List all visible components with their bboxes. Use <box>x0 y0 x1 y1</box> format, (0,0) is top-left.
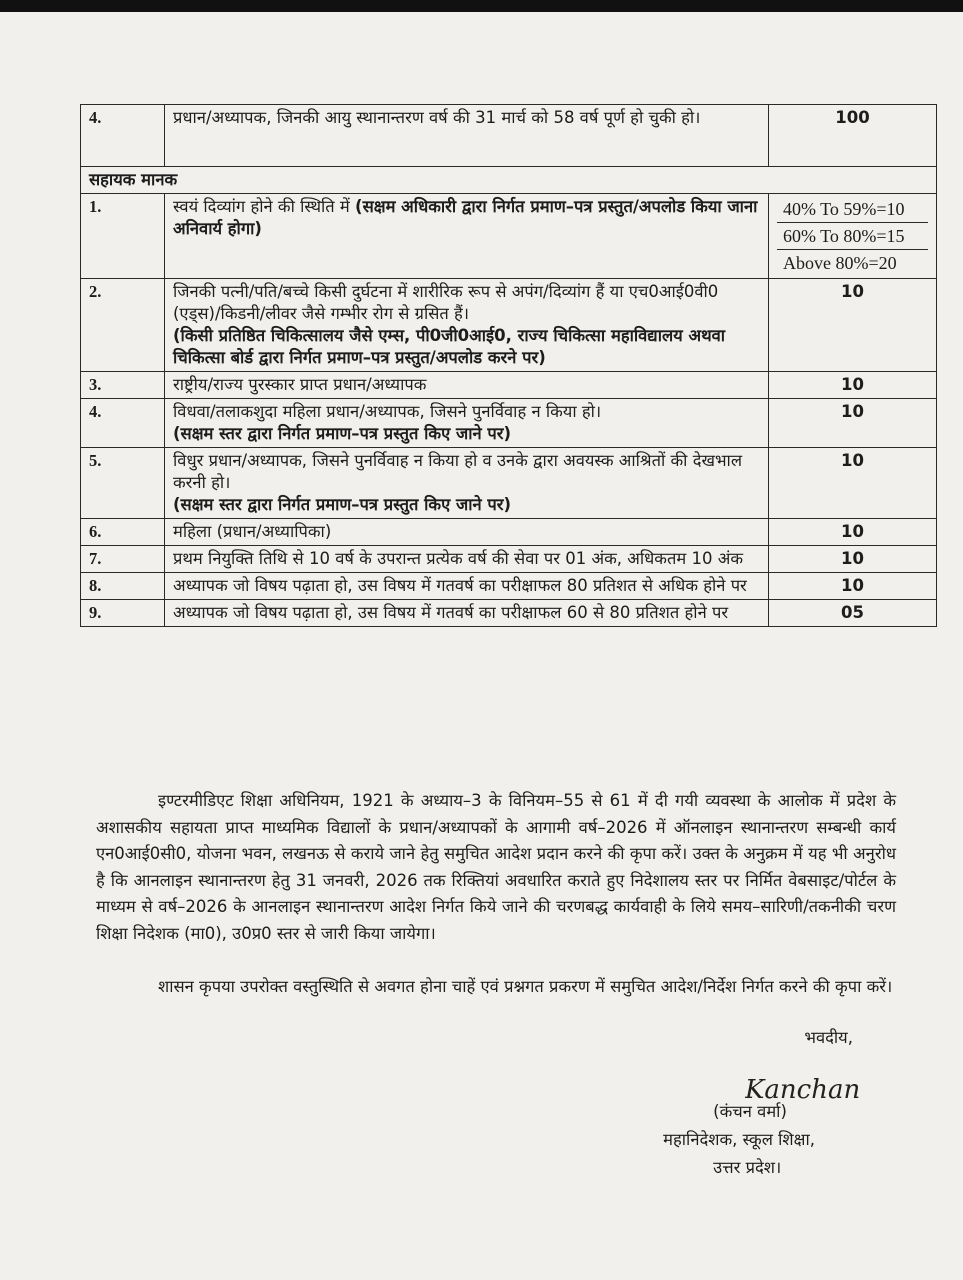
row-score: 10 <box>769 573 937 600</box>
row-number: 7. <box>81 546 165 573</box>
score-band: 40% To 59%=10 <box>783 199 905 219</box>
row-score: 100 <box>769 105 937 167</box>
row-text-bold: (किसी प्रतिष्ठित चिकित्सालय जैसे एम्स, पी0जी0आई0, राज्य चिकित्सा महाविद्यालय अथवा चिकित्सा बोर्ड द्वारा निर्गत प्रमाण–पत्र प्रस्तुत/अपलोड करने पर) <box>173 326 726 367</box>
row-number: 4. <box>81 105 165 167</box>
table-row <box>81 573 937 600</box>
closing-salutation: भवदीय, <box>804 1028 853 1047</box>
section-heading: सहायक मानक <box>81 167 937 194</box>
row-text: प्रथम नियुक्ति तिथि से 10 वर्ष के उपरान्त प्रत्येक वर्ष की सेवा पर 01 अंक, अधिकतम 10 अंक <box>165 546 769 573</box>
row-text <box>165 399 769 448</box>
score-band: Above 80%=20 <box>777 249 928 276</box>
signatory-name: (कंचन वर्मा) <box>713 1102 787 1121</box>
row-text <box>165 448 769 519</box>
row-number: 5. <box>81 448 165 519</box>
row-text: महिला (प्रधान/अध्यापिका) <box>165 519 769 546</box>
row-score: 10 <box>769 372 937 399</box>
table-row <box>81 448 937 519</box>
row-text-bold: (सक्षम अधिकारी द्वारा निर्गत प्रमाण–पत्र प्रस्तुत/अपलोड किया जाना अनिवार्य होगा) <box>173 197 758 238</box>
table-row <box>81 105 937 167</box>
table-row <box>81 600 937 627</box>
row-number: 4. <box>81 399 165 448</box>
row-text: प्रधान/अध्यापक, जिनकी आयु स्थानान्तरण वर्ष की 31 मार्च को 58 वर्ष पूर्ण हो चुकी हो। <box>165 105 769 167</box>
row-score: 10 <box>769 448 937 519</box>
top-edge-bar <box>0 0 963 12</box>
table-row <box>81 399 937 448</box>
paragraph-text: शासन कृपया उपरोक्त वस्तुस्थिति से अवगत होना चाहें एवं प्रश्नगत प्रकरण में समुचित आदेश/निर्देश निर्गत करने की कृपा करें। <box>158 977 893 996</box>
row-text <box>165 194 769 279</box>
row-number: 9. <box>81 600 165 627</box>
row-number: 1. <box>81 194 165 279</box>
row-text-plain: विधवा/तलाकशुदा महिला प्रधान/अध्यापक, जिसने पुनर्विवाह न किया हो। <box>173 402 602 421</box>
row-text-plain: विधुर प्रधान/अध्यापक, जिसने पुनर्विवाह न किया हो व उनके द्वारा अवयस्क आश्रितों की देखभाल करनी हो। <box>173 451 743 492</box>
paragraph-text: इण्टरमीडिएट शिक्षा अधिनियम, 1921 के अध्याय–3 के विनियम–55 से 61 में दी गयी व्यवस्था के आलोक में प्रदेश के अशासकीय सहायता प्राप्त माध्यमिक विद्यालों के प्रधान/अध्यापकों के आगामी वर्ष–2026 में ऑनलाइन स्थानान्तरण सम्बन्धी कार्य एन0आई0सी0, योजना भवन, लखनऊ से कराये जाने हेतु समुचित आदेश प्रदान करने की कृपा करें। उक्त के अनुक्रम में यह भी अनुरोध है कि आनलाइन स्थानान्तरण हेतु 31 जनवरी, 2026 तक रिक्तियां अवधारित कराते हुए निदेशालय स्तर पर निर्मित वेबसाइट/पोर्टल के माध्यम से वर्ष–2026 के आनलाइन स्थानान्तरण आदेश निर्गत किये जाने की चरणबद्ध कार्यवाही के लिये समय–सारिणी/तकनीकी चरण शिक्षा निदेशक (मा0), उ0प्र0 स्तर से जारी किया जायेगा। <box>96 791 896 943</box>
row-text-bold: (सक्षम स्तर द्वारा निर्गत प्रमाण–पत्र प्रस्तुत किए जाने पर) <box>173 495 512 514</box>
signature-scribble: Kanchan <box>745 1075 861 1105</box>
body-paragraph <box>96 788 896 947</box>
row-score: 10 <box>769 279 937 372</box>
row-text-bold: (सक्षम स्तर द्वारा निर्गत प्रमाण–पत्र प्रस्तुत किए जाने पर) <box>173 424 512 443</box>
row-text-plain: जिनकी पत्नी/पति/बच्चे किसी दुर्घटना में शारीरिक रूप से अपंग/दिव्यांग हैं या एच0आई0वी0 (एड्स)/किडनी/लीवर जैसे गम्भीर रोग से ग्रसित हैं। <box>173 282 719 323</box>
closing-paragraph <box>96 974 896 1001</box>
row-score: 10 <box>769 399 937 448</box>
criteria-table <box>80 104 937 627</box>
row-text: राष्ट्रीय/राज्य पुरस्कार प्राप्त प्रधान/अध्यापक <box>165 372 769 399</box>
row-number: 3. <box>81 372 165 399</box>
row-score: 10 <box>769 546 937 573</box>
table-row <box>81 279 937 372</box>
row-score: 10 <box>769 519 937 546</box>
row-text <box>165 279 769 372</box>
score-band: 60% To 80%=15 <box>777 222 928 249</box>
signatory-place: उत्तर प्रदेश। <box>713 1158 782 1177</box>
signatory-details <box>663 1098 815 1182</box>
row-text: अध्यापक जो विषय पढ़ाता हो, उस विषय में गतवर्ष का परीक्षाफल 60 से 80 प्रतिशत होने पर <box>165 600 769 627</box>
disability-scores <box>769 194 937 279</box>
section-heading-row <box>81 167 937 194</box>
signature-block <box>804 1024 853 1052</box>
table-row <box>81 546 937 573</box>
row-number: 8. <box>81 573 165 600</box>
table-row <box>81 519 937 546</box>
row-text-plain: स्वयं दिव्यांग होने की स्थिति में <box>173 197 356 216</box>
table-row <box>81 194 937 279</box>
document-page <box>0 12 963 1280</box>
row-number: 6. <box>81 519 165 546</box>
row-number: 2. <box>81 279 165 372</box>
row-score: 05 <box>769 600 937 627</box>
row-text: अध्यापक जो विषय पढ़ाता हो, उस विषय में गतवर्ष का परीक्षाफल 80 प्रतिशत से अधिक होने पर <box>165 573 769 600</box>
signatory-designation: महानिदेशक, स्कूल शिक्षा, <box>663 1130 815 1149</box>
table-row <box>81 372 937 399</box>
